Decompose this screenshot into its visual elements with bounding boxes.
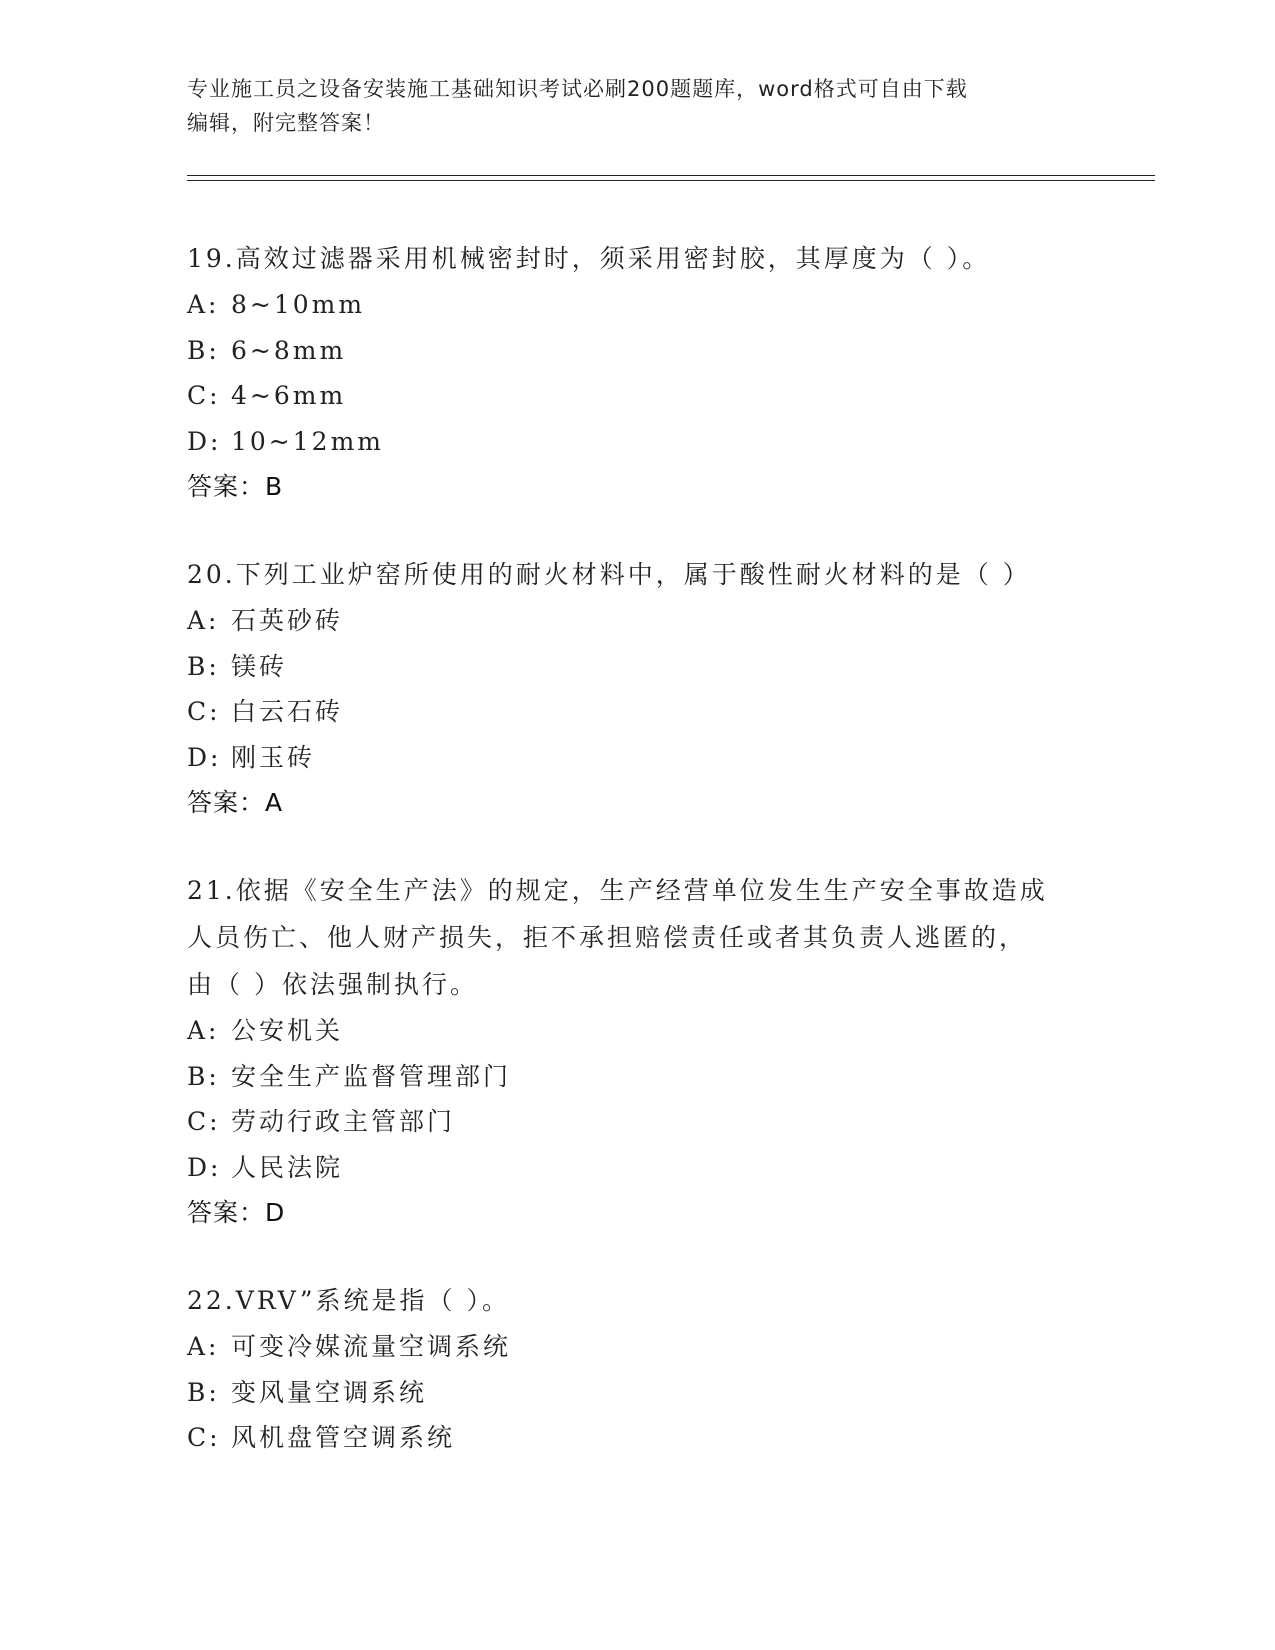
option-key: C:	[187, 697, 221, 726]
question-stem-line-2: 人员伤亡、他人财产损失，拒不承担赔偿责任或者其负责人逃匿的，	[187, 923, 1028, 952]
option-text: 风机盘管空调系统	[231, 1423, 456, 1452]
option-c	[187, 373, 1087, 419]
option-text: 安全生产监督管理部门	[231, 1061, 512, 1091]
option-key: B:	[187, 335, 220, 365]
option-key: C:	[187, 1107, 221, 1136]
question-stem: 20.下列工业炉窑所使用的耐火材料中，属于酸性耐火材料的是（ ）	[187, 560, 1031, 589]
question-22	[187, 1277, 1087, 1461]
option-key: D:	[187, 426, 222, 456]
option-text: 人民法院	[231, 1152, 344, 1182]
option-key: C:	[187, 1423, 221, 1452]
question-stem-line-3: 由（ ）依法强制执行。	[187, 970, 478, 999]
question-stem-line-1: 21.依据《安全生产法》的规定，生产经营单位发生生产安全事故造成	[187, 876, 1048, 905]
header-divider-bottom	[187, 180, 1155, 181]
option-key: A:	[187, 606, 220, 635]
answer-line: 答案：D	[187, 1198, 286, 1227]
option-b	[187, 1054, 1087, 1100]
question-stem: 22.VRV”系统是指（ ）。	[187, 1286, 510, 1315]
answer-line: 答案：A	[187, 788, 284, 817]
option-text: 6~8mm	[231, 335, 347, 365]
option-text: 公安机关	[231, 1016, 344, 1045]
option-key: C:	[187, 381, 221, 410]
option-d	[187, 1145, 1087, 1191]
option-a	[187, 598, 1087, 644]
question-20	[187, 551, 1087, 825]
option-text: 镁砖	[231, 651, 288, 681]
option-text: 8~10mm	[231, 290, 366, 319]
option-c	[187, 1099, 1087, 1145]
question-21	[187, 867, 1087, 1235]
option-d	[187, 419, 1087, 465]
question-stem: 19.高效过滤器采用机械密封时，须采用密封胶，其厚度为（ ）。	[187, 244, 991, 273]
header-line-1: 专业施工员之设备安装施工基础知识考试必刷200题题库，word格式可自由下载	[187, 77, 968, 101]
option-text: 10~12mm	[231, 426, 384, 456]
answer-line: 答案：B	[187, 472, 284, 501]
option-key: A:	[187, 290, 220, 319]
option-b	[187, 1370, 1087, 1416]
option-key: D:	[187, 742, 222, 772]
option-key: B:	[187, 651, 220, 681]
option-key: B:	[187, 1377, 220, 1407]
option-c	[187, 689, 1087, 735]
header-divider-top	[187, 175, 1155, 176]
option-a	[187, 1008, 1087, 1054]
option-text: 可变冷媒流量空调系统	[231, 1332, 512, 1361]
header-line-2: 编辑，附完整答案！	[187, 111, 385, 135]
option-c	[187, 1415, 1087, 1461]
question-19	[187, 235, 1087, 509]
option-text: 变风量空调系统	[231, 1377, 428, 1407]
option-text: 白云石砖	[231, 697, 344, 726]
document-header	[187, 72, 1087, 140]
option-text: 刚玉砖	[231, 742, 316, 772]
option-a	[187, 282, 1087, 328]
option-key: A:	[187, 1016, 220, 1045]
option-b	[187, 644, 1087, 690]
option-key: A:	[187, 1332, 220, 1361]
option-key: B:	[187, 1061, 220, 1091]
option-text: 石英砂砖	[231, 606, 344, 635]
option-a	[187, 1324, 1087, 1370]
option-key: D:	[187, 1152, 222, 1182]
option-text: 劳动行政主管部门	[231, 1107, 456, 1136]
question-list	[187, 235, 1087, 1503]
option-text: 4~6mm	[231, 381, 347, 410]
option-b	[187, 328, 1087, 374]
option-d	[187, 735, 1087, 781]
